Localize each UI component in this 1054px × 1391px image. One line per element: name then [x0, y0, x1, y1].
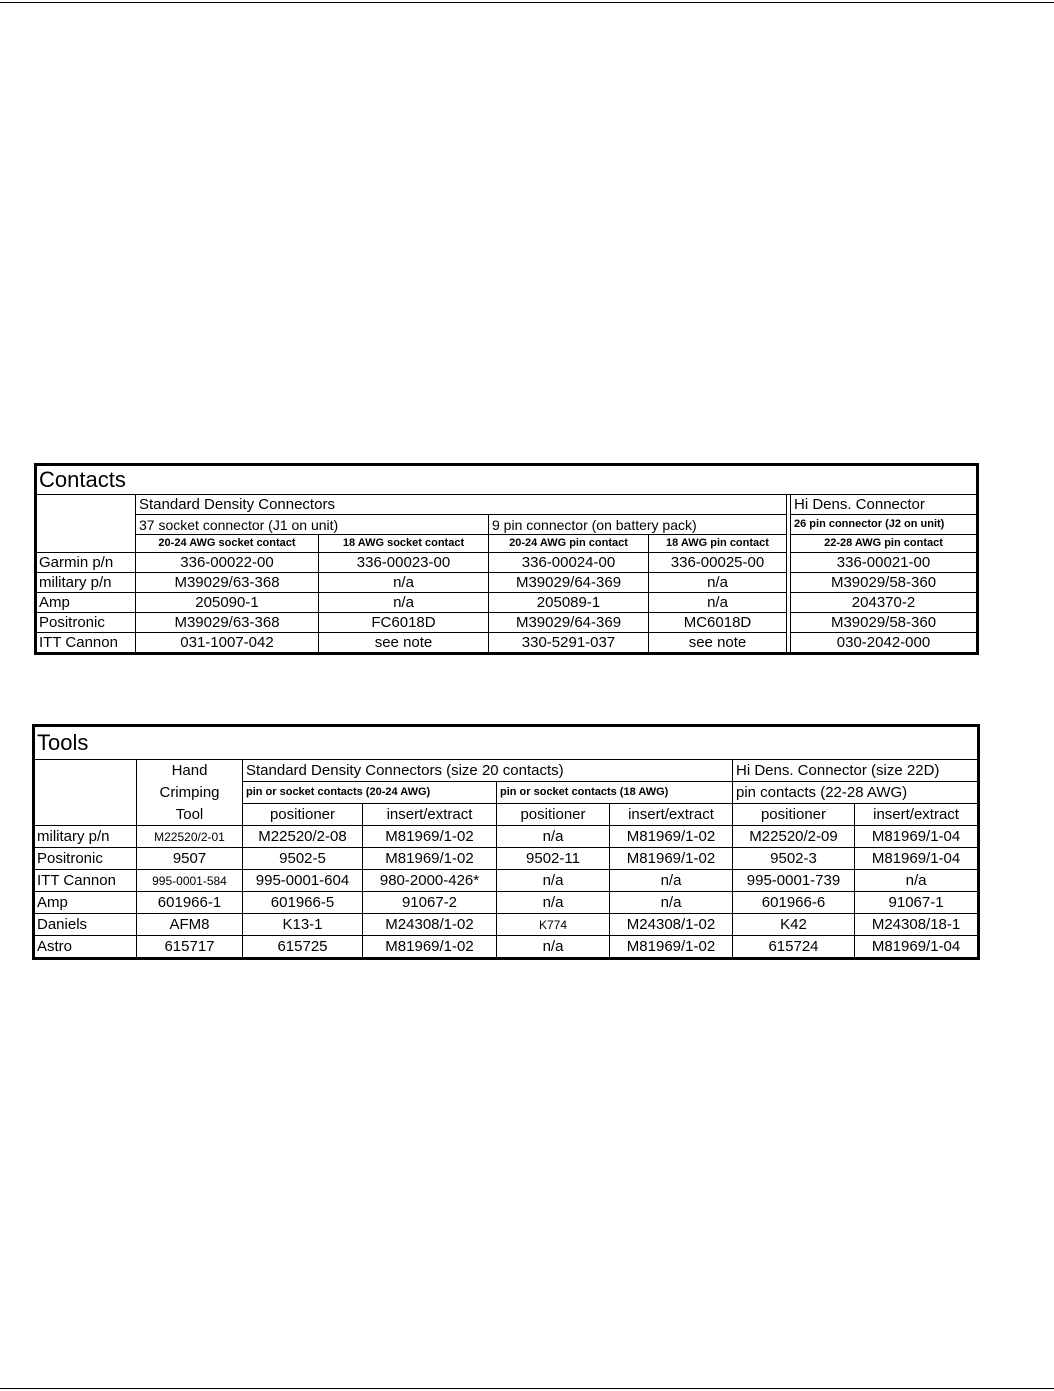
table-cell: 9502-11 — [497, 848, 610, 870]
table-row — [34, 870, 979, 892]
contacts-col-header: 18 AWG socket contact — [319, 535, 489, 553]
row-label: Amp — [36, 593, 136, 613]
tools-col-header: insert/extract — [363, 804, 497, 826]
contacts-group-standard: Standard Density Connectors — [136, 495, 787, 515]
contacts-sub-26: 26 pin connector (J2 on unit) — [791, 515, 978, 535]
tools-corner-cell — [34, 760, 137, 826]
table-cell: n/a — [497, 936, 610, 959]
row-label: Garmin p/n — [36, 553, 136, 573]
table-row — [34, 936, 979, 959]
tools-group-standard: Standard Density Connectors (size 20 contacts) — [243, 760, 733, 782]
table-cell: K774 — [497, 914, 610, 936]
bottom-rule — [0, 1388, 1054, 1389]
table-cell: M81969/1-02 — [363, 826, 497, 848]
tools-group-hi: Hi Dens. Connector (size 22D) — [733, 760, 979, 782]
table-cell: 995-0001-584 — [137, 870, 243, 892]
contacts-col-header: 20-24 AWG pin contact — [489, 535, 649, 553]
table-cell: 980-2000-426* — [363, 870, 497, 892]
table-cell: M81969/1-02 — [363, 936, 497, 959]
hand-crimp-line-1: Hand — [137, 760, 243, 782]
row-label: Astro — [34, 936, 137, 959]
row-label: Positronic — [36, 613, 136, 633]
row-label: military p/n — [34, 826, 137, 848]
tools-col-header: insert/extract — [610, 804, 733, 826]
tools-col-header: positioner — [243, 804, 363, 826]
hand-crimp-line-3: Tool — [137, 804, 243, 826]
table-cell: 601966-1 — [137, 892, 243, 914]
table-cell: 9502-5 — [243, 848, 363, 870]
table-cell: M22520/2-08 — [243, 826, 363, 848]
table-cell: 995-0001-739 — [733, 870, 855, 892]
table-cell: n/a — [497, 892, 610, 914]
contacts-col-header: 22-28 AWG pin contact — [791, 535, 978, 553]
table-cell: n/a — [497, 826, 610, 848]
row-label: Positronic — [34, 848, 137, 870]
table-row — [36, 633, 978, 654]
table-cell: n/a — [855, 870, 979, 892]
table-cell: M81969/1-04 — [855, 826, 979, 848]
tools-sub-18: pin or socket contacts (18 AWG) — [497, 782, 733, 804]
table-cell: M81969/1-02 — [610, 936, 733, 959]
table-cell: see note — [649, 633, 787, 654]
table-cell: 601966-5 — [243, 892, 363, 914]
table-cell: M39029/58-360 — [791, 573, 978, 593]
table-row — [34, 892, 979, 914]
table-cell: see note — [319, 633, 489, 654]
contacts-group-hi: Hi Dens. Connector — [791, 495, 978, 515]
table-cell: n/a — [497, 870, 610, 892]
table-row — [34, 848, 979, 870]
row-label: Amp — [34, 892, 137, 914]
table-row — [36, 553, 978, 573]
contacts-col-header: 18 AWG pin contact — [649, 535, 787, 553]
table-cell: K13-1 — [243, 914, 363, 936]
table-cell: 615725 — [243, 936, 363, 959]
table-cell: 336-00024-00 — [489, 553, 649, 573]
table-cell: 91067-1 — [855, 892, 979, 914]
tools-sub-2024: pin or socket contacts (20-24 AWG) — [243, 782, 497, 804]
table-cell: M24308/18-1 — [855, 914, 979, 936]
table-cell: 9507 — [137, 848, 243, 870]
table-cell: n/a — [649, 593, 787, 613]
row-label: military p/n — [36, 573, 136, 593]
table-cell: 336-00021-00 — [791, 553, 978, 573]
table-cell: n/a — [610, 892, 733, 914]
tools-title: Tools — [34, 726, 979, 760]
table-row — [36, 613, 978, 633]
table-cell: 031-1007-042 — [136, 633, 319, 654]
table-cell: M81969/1-02 — [610, 826, 733, 848]
table-cell: AFM8 — [137, 914, 243, 936]
table-cell: M39029/64-369 — [489, 573, 649, 593]
contacts-table — [34, 463, 979, 655]
table-cell: M24308/1-02 — [363, 914, 497, 936]
table-cell: FC6018D — [319, 613, 489, 633]
table-cell: M24308/1-02 — [610, 914, 733, 936]
table-cell: 336-00025-00 — [649, 553, 787, 573]
hand-crimp-line-2: Crimping — [137, 782, 243, 804]
row-label: ITT Cannon — [34, 870, 137, 892]
table-cell: 615717 — [137, 936, 243, 959]
table-cell: M39029/64-369 — [489, 613, 649, 633]
table-cell: n/a — [610, 870, 733, 892]
table-cell: M39029/63-368 — [136, 573, 319, 593]
table-cell: M22520/2-09 — [733, 826, 855, 848]
table-cell: n/a — [319, 573, 489, 593]
contacts-sub-37: 37 socket connector (J1 on unit) — [136, 515, 489, 535]
table-cell: M39029/63-368 — [136, 613, 319, 633]
table-cell: 91067-2 — [363, 892, 497, 914]
table-cell: 204370-2 — [791, 593, 978, 613]
table-cell: 205090-1 — [136, 593, 319, 613]
table-cell: 336-00022-00 — [136, 553, 319, 573]
table-row — [36, 573, 978, 593]
table-cell: M81969/1-02 — [363, 848, 497, 870]
table-cell: 615724 — [733, 936, 855, 959]
top-rule — [0, 2, 1054, 3]
row-label: Daniels — [34, 914, 137, 936]
table-row — [34, 826, 979, 848]
table-cell: 330-5291-037 — [489, 633, 649, 654]
table-cell: 336-00023-00 — [319, 553, 489, 573]
contacts-title: Contacts — [36, 465, 978, 495]
table-cell: 601966-6 — [733, 892, 855, 914]
table-cell: M81969/1-02 — [610, 848, 733, 870]
tools-sub-2228: pin contacts (22-28 AWG) — [733, 782, 979, 804]
tools-col-header: positioner — [497, 804, 610, 826]
table-cell: n/a — [319, 593, 489, 613]
table-row — [34, 914, 979, 936]
contacts-sub-9: 9 pin connector (on battery pack) — [489, 515, 787, 535]
contacts-corner-cell — [36, 495, 136, 553]
table-cell: 9502-3 — [733, 848, 855, 870]
row-label: ITT Cannon — [36, 633, 136, 654]
tools-col-header: positioner — [733, 804, 855, 826]
table-cell: 995-0001-604 — [243, 870, 363, 892]
table-cell: M22520/2-01 — [137, 826, 243, 848]
tools-table — [32, 724, 980, 960]
table-cell: 030-2042-000 — [791, 633, 978, 654]
table-cell: M39029/58-360 — [791, 613, 978, 633]
table-cell: MC6018D — [649, 613, 787, 633]
table-row — [36, 593, 978, 613]
table-cell: M81969/1-04 — [855, 936, 979, 959]
contacts-col-header: 20-24 AWG socket contact — [136, 535, 319, 553]
table-cell: n/a — [649, 573, 787, 593]
table-cell: M81969/1-04 — [855, 848, 979, 870]
tools-col-header: insert/extract — [855, 804, 979, 826]
table-cell: 205089-1 — [489, 593, 649, 613]
table-cell: K42 — [733, 914, 855, 936]
